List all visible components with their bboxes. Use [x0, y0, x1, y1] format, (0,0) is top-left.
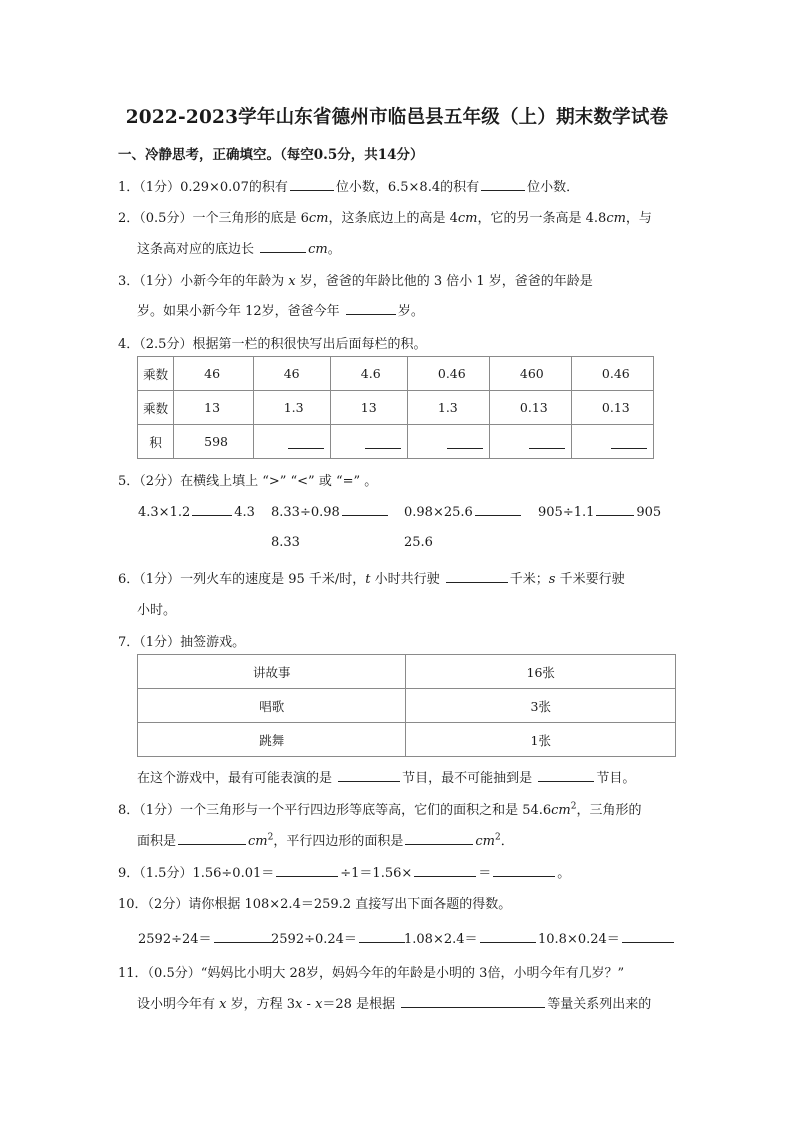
product-table: [137, 356, 654, 459]
answer-blank[interactable]: [447, 436, 483, 449]
table-cell: 46: [174, 357, 254, 391]
answer-blank[interactable]: [401, 996, 545, 1008]
question-2: 2．（0.5分）一个三角形的底是 6cm，这条底边上的高是 4cm，它的另一条高是 4.8cm，与: [118, 211, 652, 226]
question-7: 7．（1分）抽签游戏。: [118, 635, 246, 650]
question-6: 6．（1分）一列火车的速度是 95 千米/时，t 小时共行驶 千米；s 千米要行驶: [118, 572, 625, 587]
table-cell: 1.3: [253, 391, 330, 425]
table-cell: 1.3: [407, 391, 489, 425]
answer-blank[interactable]: [529, 436, 565, 449]
table-cell: 13: [174, 391, 254, 425]
answer-blank[interactable]: [346, 303, 396, 315]
answer-blank[interactable]: [622, 931, 674, 943]
table-cell: 460: [489, 357, 571, 391]
answer-blank[interactable]: [288, 436, 324, 449]
activity-cell: 讲故事: [138, 655, 406, 689]
answer-blank[interactable]: [493, 865, 555, 877]
table-row: [138, 425, 654, 459]
answer-blank[interactable]: [446, 571, 508, 583]
compare-item-1: 4.3×1.2 4.3: [138, 505, 255, 520]
calc-item-4: 10.8×0.24＝: [538, 928, 676, 947]
question-3: 3．（1分）小新今年的年龄为 x 岁，爸爸的年龄比他的 3 倍小 1 岁，爸爸的年龄是: [118, 274, 593, 289]
lottery-table: [137, 654, 676, 757]
table-cell: 46: [253, 357, 330, 391]
question-3-line-2: 岁。如果小新今年 12岁，爸爸今年 岁。: [137, 304, 424, 319]
answer-blank[interactable]: [475, 504, 521, 516]
page-title: 2022-2023学年山东省德州市临邑县五年级（上）期末数学试卷: [125, 107, 669, 128]
question-11-line-2: 设小明今年有 x 岁，方程 3x - x＝28 是根据 等量关系列出来的: [137, 997, 652, 1012]
section-heading: 一、冷静思考，正确填空。（每空0.5分，共14分）: [118, 147, 424, 163]
question-7-after: 在这个游戏中，最有可能表演的是 节目，最不可能抽到是 节目。: [137, 771, 636, 786]
activity-cell: 跳舞: [138, 723, 406, 757]
activity-cell: 唱歌: [138, 689, 406, 723]
answer-blank[interactable]: [214, 931, 272, 943]
answer-blank[interactable]: [359, 931, 405, 943]
answer-blank[interactable]: [481, 179, 525, 191]
compare-item-3-rhs: 25.6: [404, 535, 433, 550]
row-label: 乘数: [138, 357, 174, 391]
question-11: 11．（0.5分）“妈妈比小明大 28岁，妈妈今年的年龄是小明的 3倍，小明今年有几岁？”: [118, 966, 625, 981]
question-8-line-2: 面积是 $cm^2$，平行四边形的面积是 $cm^2$．: [137, 832, 514, 849]
question-4: 4．（2.5分）根据第一栏的积很快写出后面每栏的积。: [118, 337, 427, 352]
table-cell: 13: [330, 391, 407, 425]
compare-item-3: 0.98×25.6: [404, 504, 523, 520]
answer-blank[interactable]: [596, 504, 634, 516]
question-9: 9．（1.5分）1.56÷0.01＝ ÷1＝1.56× ＝ 。: [118, 866, 571, 881]
compare-item-2: 8.33÷0.98: [271, 504, 390, 520]
question-2-line-2: 这条高对应的底边长 cm。: [137, 242, 341, 257]
answer-blank[interactable]: [365, 436, 401, 449]
count-cell: 3张: [406, 689, 676, 723]
question-1: 1．（1分）0.29×0.07的积有 位小数，6.5×8.4的积有 位小数．: [118, 180, 580, 195]
table-cell: 598: [174, 425, 254, 459]
count-cell: 16张: [406, 655, 676, 689]
answer-blank[interactable]: [338, 770, 400, 782]
answer-blank[interactable]: [192, 504, 232, 516]
table-row: [138, 689, 676, 723]
table-row: [138, 723, 676, 757]
calc-item-2: 2592÷0.24＝: [271, 928, 407, 947]
answer-cell[interactable]: [571, 425, 653, 459]
count-cell: 1张: [406, 723, 676, 757]
row-label: 积: [138, 425, 174, 459]
table-cell: 4.6: [330, 357, 407, 391]
answer-blank[interactable]: [342, 504, 388, 516]
row-label: 乘数: [138, 391, 174, 425]
compare-item-4: 905÷1.1 905: [538, 505, 662, 520]
answer-blank[interactable]: [480, 931, 536, 943]
answer-blank[interactable]: [290, 179, 334, 191]
answer-blank[interactable]: [178, 833, 246, 845]
answer-blank[interactable]: [276, 865, 338, 877]
table-row: [138, 655, 676, 689]
calc-item-1: 2592÷24＝: [138, 928, 274, 947]
table-cell: 0.13: [571, 391, 653, 425]
answer-cell[interactable]: [407, 425, 489, 459]
answer-blank[interactable]: [414, 865, 476, 877]
compare-item-2-rhs: 8.33: [271, 535, 300, 550]
answer-cell[interactable]: [489, 425, 571, 459]
question-5: 5．（2分）在横线上填上 “>” “<” 或 “=” 。: [118, 474, 378, 489]
question-6-line-2: 小时。: [137, 603, 177, 618]
calc-item-3: 1.08×2.4＝: [404, 928, 538, 947]
answer-blank[interactable]: [260, 241, 306, 253]
answer-cell[interactable]: [253, 425, 330, 459]
table-row: [138, 391, 654, 425]
answer-blank[interactable]: [538, 770, 594, 782]
table-cell: 0.46: [407, 357, 489, 391]
question-10: 10．（2分）请你根据 108×2.4＝259.2 直接写出下面各题的得数。: [118, 897, 512, 912]
question-8: 8．（1分）一个三角形与一个平行四边形等底等高，它们的面积之和是 $54.6cm^2$，三角形的: [118, 801, 642, 818]
table-cell: 0.46: [571, 357, 653, 391]
table-cell: 0.13: [489, 391, 571, 425]
answer-blank[interactable]: [611, 436, 647, 449]
answer-blank[interactable]: [405, 833, 473, 845]
answer-cell[interactable]: [330, 425, 407, 459]
table-row: [138, 357, 654, 391]
